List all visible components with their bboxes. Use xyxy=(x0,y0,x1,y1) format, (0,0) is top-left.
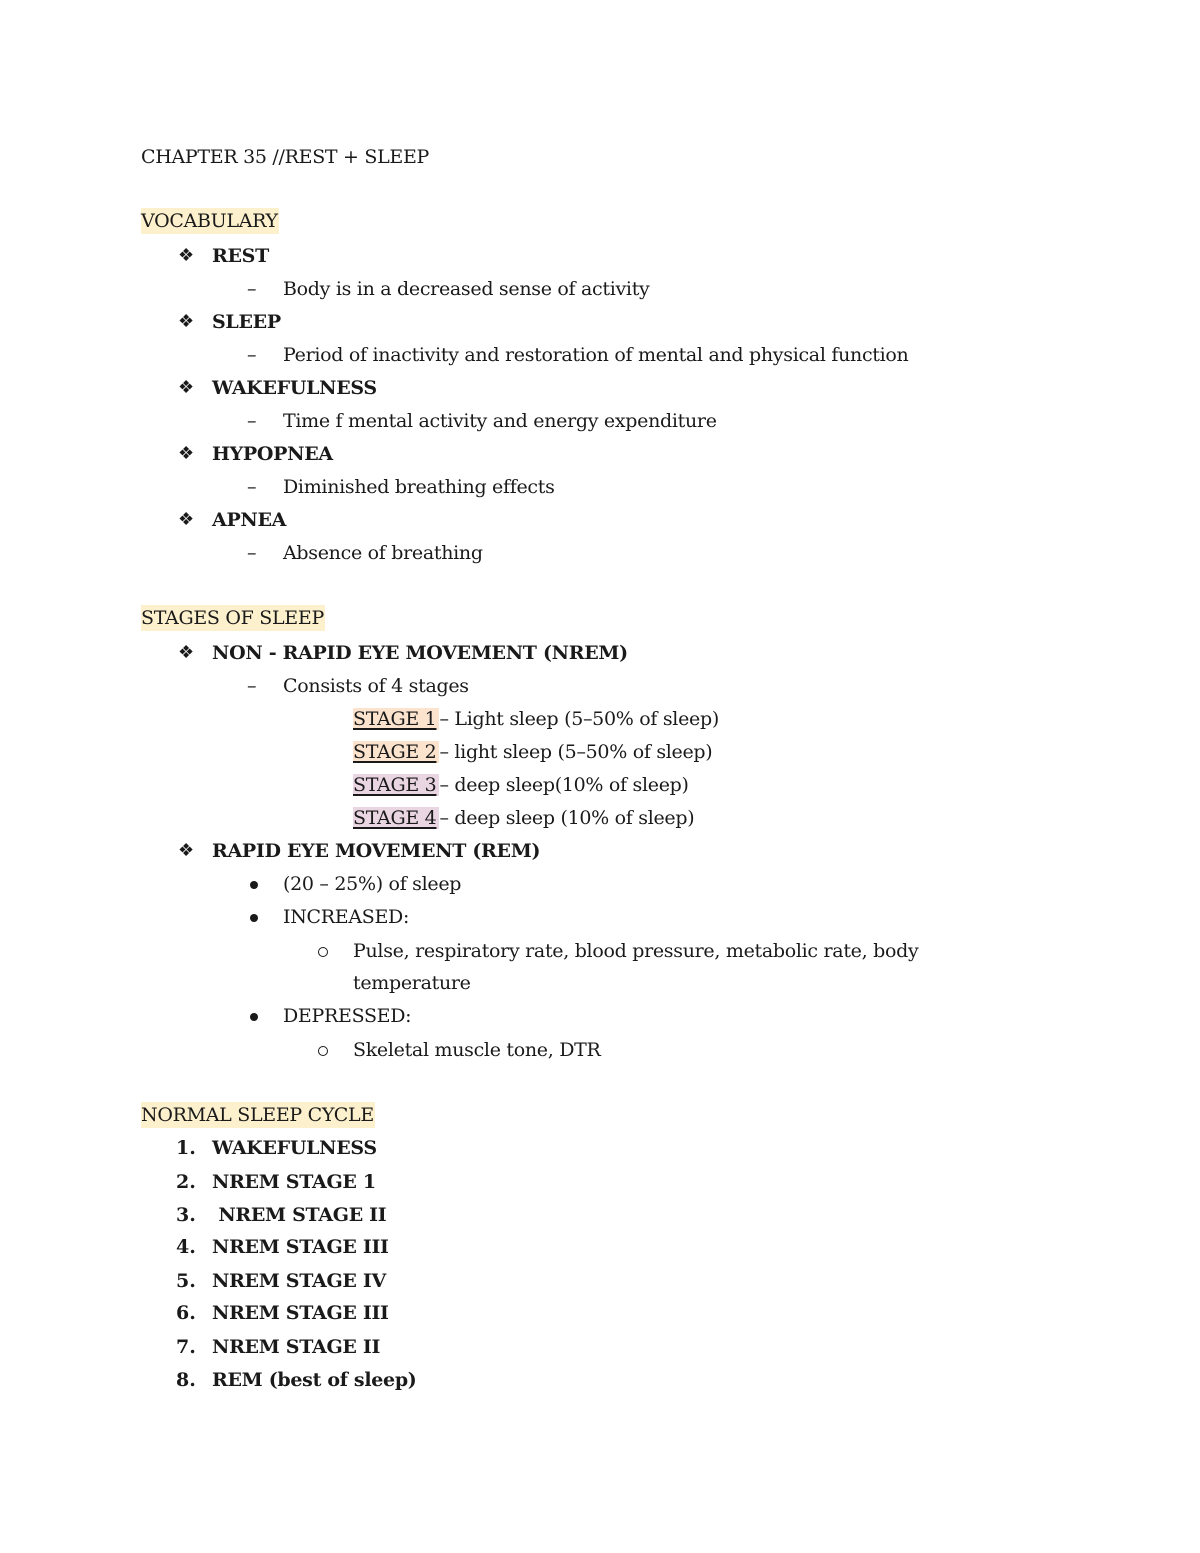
rem-increased-label: INCREASED: xyxy=(283,906,410,928)
cycle-step: NREM STAGE III xyxy=(212,1236,389,1258)
list-number: 5. xyxy=(176,1270,196,1292)
cycle-step: NREM STAGE 1 xyxy=(212,1171,376,1193)
bullet-dot-icon xyxy=(250,914,258,922)
stage-label: STAGE 2 xyxy=(353,741,439,763)
rem-depressed-label: DEPRESSED: xyxy=(283,1005,412,1027)
vocab-definition: Diminished breathing effects xyxy=(283,476,555,498)
dash-bullet-icon: – xyxy=(247,675,257,697)
diamond-bullet-icon: ❖ xyxy=(178,311,195,332)
diamond-bullet-icon: ❖ xyxy=(178,642,195,663)
cycle-step: NREM STAGE III xyxy=(212,1302,389,1324)
vocab-term: APNEA xyxy=(212,509,287,531)
cycle-step: REM (best of sleep) xyxy=(212,1369,417,1391)
bullet-dot-icon xyxy=(250,1013,258,1021)
nrem-stage-item xyxy=(353,805,694,831)
dash-bullet-icon: – xyxy=(247,410,257,432)
stage-text: – deep sleep(10% of sleep) xyxy=(439,774,689,796)
list-number: 7. xyxy=(176,1336,196,1358)
list-number: 3. xyxy=(176,1204,196,1226)
rem-increased-item: Pulse, respiratory rate, blood pressure, metabolic rate, body xyxy=(353,940,919,962)
vocab-term: REST xyxy=(212,245,269,267)
stage-label: STAGE 3 xyxy=(353,774,439,796)
page-title: CHAPTER 35 //REST + SLEEP xyxy=(141,146,430,168)
bullet-circle-icon xyxy=(318,947,328,957)
bullet-dot-icon xyxy=(250,881,258,889)
list-number: 2. xyxy=(176,1171,196,1193)
vocab-term: HYPOPNEA xyxy=(212,443,333,465)
stage-label: STAGE 1 xyxy=(353,708,439,730)
nrem-note: Consists of 4 stages xyxy=(283,675,469,697)
nrem-stage-item xyxy=(353,739,712,765)
diamond-bullet-icon: ❖ xyxy=(178,245,195,266)
vocab-definition: Body is in a decreased sense of activity xyxy=(283,278,650,300)
stage-text: – light sleep (5–50% of sleep) xyxy=(439,741,713,763)
vocabulary-heading-text: VOCABULARY xyxy=(141,210,278,232)
vocab-definition: Absence of breathing xyxy=(283,542,483,564)
cycle-step: NREM STAGE II xyxy=(212,1204,387,1226)
list-number: 8. xyxy=(176,1369,196,1391)
diamond-bullet-icon: ❖ xyxy=(178,377,195,398)
vocabulary-heading xyxy=(141,208,279,234)
nrem-stage-item xyxy=(353,772,689,798)
stage-text: – deep sleep (10% of sleep) xyxy=(439,807,695,829)
cycle-step: NREM STAGE IV xyxy=(212,1270,386,1292)
nrem-title: NON - RAPID EYE MOVEMENT (NREM) xyxy=(212,642,628,664)
dash-bullet-icon: – xyxy=(247,278,257,300)
cycle-step: NREM STAGE II xyxy=(212,1336,381,1358)
cycle-step: WAKEFULNESS xyxy=(212,1137,377,1159)
nrem-stage-item xyxy=(353,706,719,732)
list-number: 4. xyxy=(176,1236,196,1258)
rem-percent: (20 – 25%) of sleep xyxy=(283,873,462,895)
stages-heading-text: STAGES OF SLEEP xyxy=(141,607,324,629)
dash-bullet-icon: – xyxy=(247,344,257,366)
dash-bullet-icon: – xyxy=(247,542,257,564)
cycle-heading-text: NORMAL SLEEP CYCLE xyxy=(141,1104,374,1126)
vocab-term: SLEEP xyxy=(212,311,281,333)
stage-text: – Light sleep (5–50% of sleep) xyxy=(439,708,719,730)
cycle-heading xyxy=(141,1102,375,1128)
vocab-term: WAKEFULNESS xyxy=(212,377,377,399)
bullet-circle-icon xyxy=(318,1046,328,1056)
stages-heading xyxy=(141,605,325,631)
vocab-definition: Period of inactivity and restoration of mental and physical function xyxy=(283,344,909,366)
diamond-bullet-icon: ❖ xyxy=(178,443,195,464)
rem-title: RAPID EYE MOVEMENT (REM) xyxy=(212,840,541,862)
stage-label: STAGE 4 xyxy=(353,807,439,829)
diamond-bullet-icon: ❖ xyxy=(178,840,195,861)
rem-depressed-item: Skeletal muscle tone, DTR xyxy=(353,1039,601,1061)
vocab-definition: Time f mental activity and energy expenditure xyxy=(283,410,717,432)
rem-increased-item-continued: temperature xyxy=(353,972,471,994)
dash-bullet-icon: – xyxy=(247,476,257,498)
diamond-bullet-icon: ❖ xyxy=(178,509,195,530)
list-number: 6. xyxy=(176,1302,196,1324)
list-number: 1. xyxy=(176,1137,196,1159)
